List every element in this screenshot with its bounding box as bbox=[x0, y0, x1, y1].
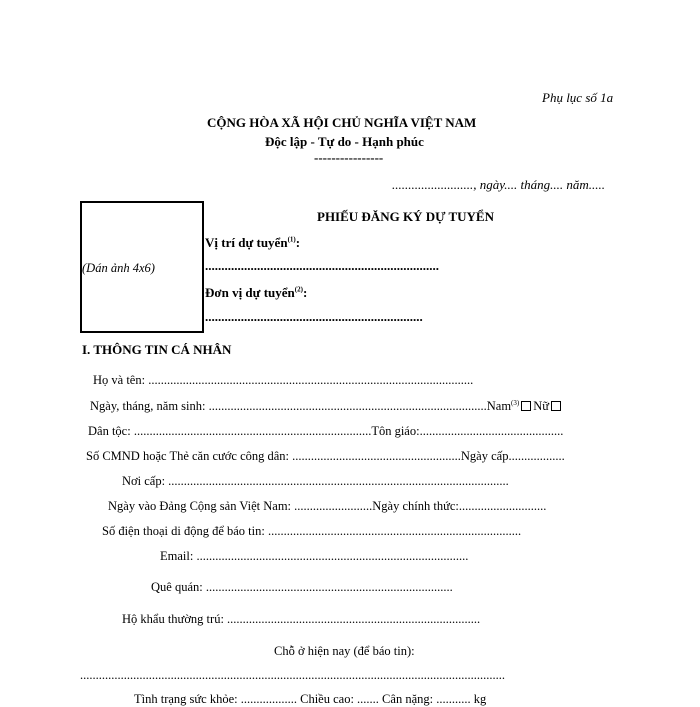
field-email[interactable]: Email: ....................................................................................... bbox=[160, 549, 469, 563]
field-phone[interactable]: Số điện thoại di động để báo tin: ................................................................................. bbox=[102, 524, 522, 538]
header-divider: ---------------- bbox=[314, 150, 384, 165]
position-label: Vị trí dự tuyển$^{(1)}$: bbox=[205, 235, 301, 250]
field-current-address[interactable]: ........................................................................................................................................ bbox=[80, 668, 505, 682]
field-id-number[interactable]: Số CMND hoặc Thẻ căn cước công dân: ......................................................Ngày cấp.................. bbox=[86, 449, 565, 463]
appendix-number: Phụ lục số 1a bbox=[542, 90, 614, 105]
nation-title: CỘNG HÒA XÃ HỘI CHỦ NGHĨA VIỆT NAM bbox=[207, 115, 477, 130]
male-checkbox[interactable] bbox=[521, 401, 531, 411]
female-checkbox[interactable] bbox=[551, 401, 561, 411]
section-personal-info: I. THÔNG TIN CÁ NHÂN bbox=[82, 342, 232, 357]
unit-field[interactable]: ................................................................... bbox=[205, 309, 423, 324]
photo-placeholder bbox=[80, 201, 204, 333]
field-issued-at[interactable]: Nơi cấp: ............................................................................................................. bbox=[122, 474, 509, 488]
field-party-dates[interactable]: Ngày vào Đảng Cộng sản Việt Nam: .........................Ngày chính thức:............................ bbox=[108, 499, 547, 513]
field-ethnicity-religion[interactable]: Dân tộc: ............................................................................Tôn giáo:.............................................. bbox=[88, 424, 564, 438]
field-dob-sex[interactable]: Ngày, tháng, năm sinh: .........................................................................................Nam$^{(3)}$ Nữ bbox=[90, 399, 563, 414]
current-address-label: Chỗ ở hiện nay (để báo tin): bbox=[274, 644, 415, 658]
field-permanent-residence[interactable]: Hộ khẩu thường trú: ................................................................................. bbox=[122, 612, 481, 626]
field-full-name[interactable]: Họ và tên: ........................................................................................................ bbox=[93, 373, 474, 387]
date-line: ........................., ngày.... tháng.... năm..... bbox=[392, 177, 606, 192]
field-health[interactable]: Tình trạng sức khỏe: .................. Chiều cao: ....... Cân nặng: ........... kg bbox=[134, 692, 487, 706]
field-hometown[interactable]: Quê quán: ............................................................................... bbox=[151, 580, 453, 594]
position-field[interactable]: ........................................................................ bbox=[205, 258, 439, 273]
unit-label: Đơn vị dự tuyển$^{(2)}$: bbox=[205, 285, 308, 300]
form-title: PHIẾU ĐĂNG KÝ DỰ TUYỂN bbox=[317, 209, 494, 224]
nation-motto: Độc lập - Tự do - Hạnh phúc bbox=[265, 134, 424, 149]
photo-label: (Dán ảnh 4x6) bbox=[82, 261, 155, 275]
